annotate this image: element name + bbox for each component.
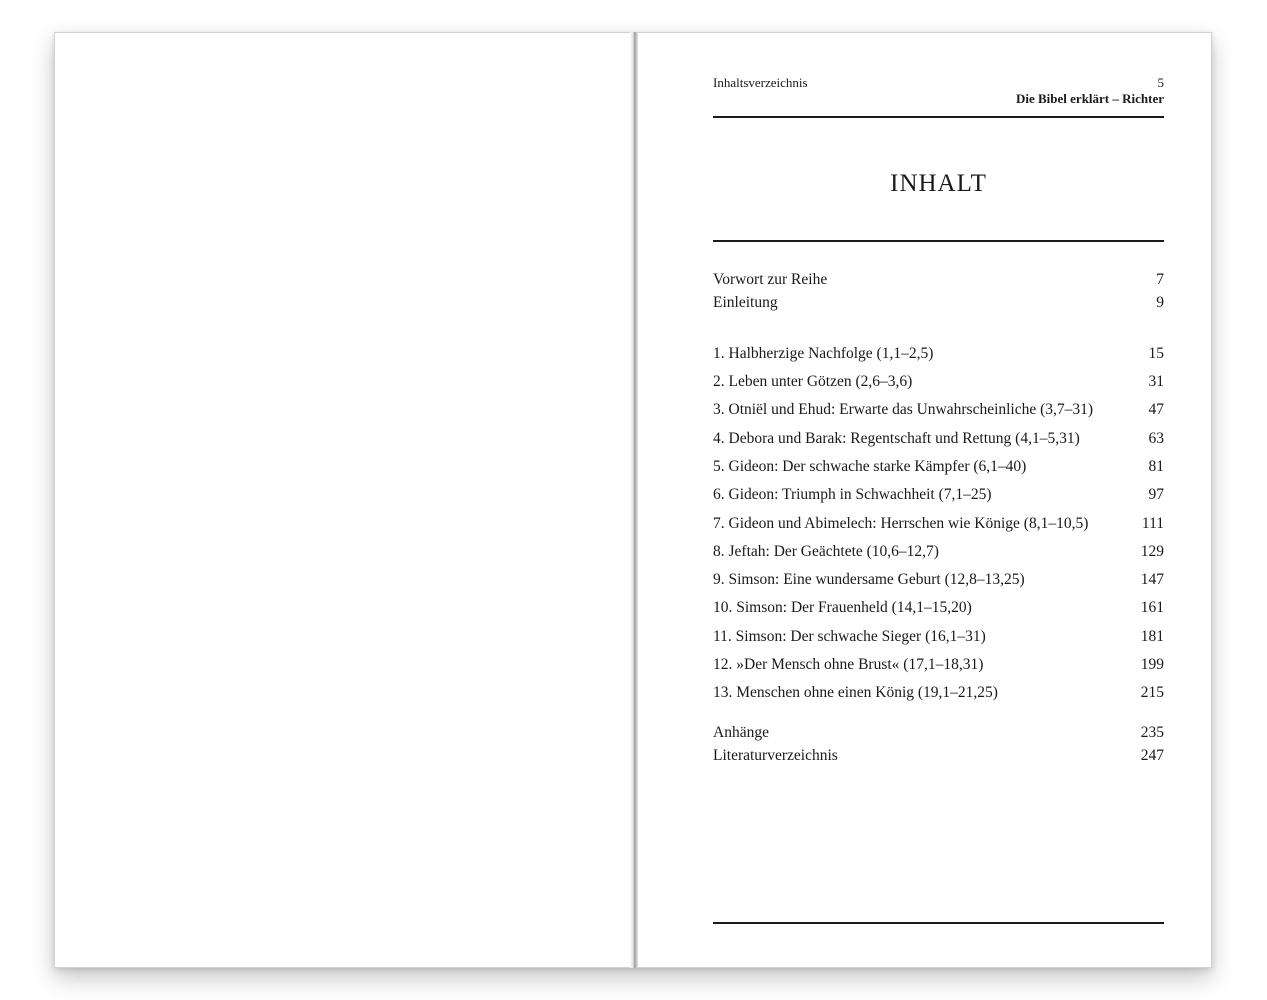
- toc-chapter-page: 15: [1148, 345, 1164, 362]
- title-rule: [713, 240, 1164, 242]
- toc-chapter-page: 199: [1140, 656, 1164, 673]
- page-number: 5: [1157, 75, 1164, 90]
- toc-entry-label: Einleitung: [713, 294, 778, 311]
- toc-chapter: [713, 569, 1164, 591]
- toc-chapter-label: 12. »Der Mensch ohne Brust« (17,1–18,31): [713, 656, 984, 673]
- toc-chapter-page: 215: [1140, 684, 1164, 701]
- right-page: [634, 32, 1212, 968]
- toc-entry-page: 247: [1140, 747, 1164, 764]
- running-head-section: Inhaltsverzeichnis: [713, 75, 808, 90]
- toc-chapter: [713, 428, 1164, 450]
- toc-chapter-label: 9. Simson: Eine wundersame Geburt (12,8–13,25): [713, 571, 1025, 588]
- header-rule: [713, 116, 1164, 118]
- toc-chapter-page: 111: [1141, 515, 1164, 532]
- book-gutter: [630, 32, 638, 968]
- toc-chapter-label: 1. Halbherzige Nachfolge (1,1–2,5): [713, 345, 934, 362]
- toc-entry-label: Literaturverzeichnis: [713, 747, 838, 764]
- toc-chapter-page: 129: [1140, 543, 1164, 560]
- toc-chapter: [713, 484, 1164, 506]
- toc-entry: [713, 722, 1164, 744]
- page-title: INHALT: [890, 170, 987, 197]
- toc-chapter: [713, 654, 1164, 676]
- toc-chapter-page: 47: [1148, 401, 1164, 418]
- toc-chapter-label: 6. Gideon: Triumph in Schwachheit (7,1–25): [713, 486, 992, 503]
- toc-entry: [713, 292, 1164, 314]
- toc-chapter-page: 97: [1148, 486, 1164, 503]
- toc-chapter: [713, 371, 1164, 393]
- running-head-book-title: Die Bibel erklärt – Richter: [1015, 91, 1164, 106]
- left-page: [54, 32, 634, 968]
- toc-chapter: [713, 513, 1164, 535]
- toc-chapter-label: 5. Gideon: Der schwache starke Kämpfer (6,1–40): [713, 458, 1027, 475]
- toc-chapter: [713, 682, 1164, 704]
- toc-chapter-label: 8. Jeftah: Der Geächtete (10,6–12,7): [713, 543, 939, 560]
- toc-entry-page: 9: [1156, 294, 1164, 311]
- toc-chapter-label: 3. Otniël und Ehud: Erwarte das Unwahrscheinliche (3,7–31): [713, 401, 1094, 418]
- toc-chapter: [713, 399, 1164, 421]
- toc-entry: [713, 269, 1164, 291]
- toc-entry-label: Anhänge: [713, 724, 769, 741]
- toc-entry-page: 7: [1156, 271, 1164, 288]
- toc-chapter-label: 11. Simson: Der schwache Sieger (16,1–31): [713, 628, 986, 645]
- toc-chapter: [713, 541, 1164, 563]
- toc-chapter-label: 10. Simson: Der Frauenheld (14,1–15,20): [713, 599, 972, 616]
- toc-chapter-label: 2. Leben unter Götzen (2,6–3,6): [713, 373, 913, 390]
- toc-chapter-label: 13. Menschen ohne einen König (19,1–21,25): [713, 684, 998, 701]
- toc-chapter: [713, 626, 1164, 648]
- toc-chapter-page: 81: [1148, 458, 1164, 475]
- toc-entry-label: Vorwort zur Reihe: [713, 271, 828, 288]
- toc-chapter: [713, 456, 1164, 478]
- toc-chapter-label: 7. Gideon und Abimelech: Herrschen wie Könige (8,1–10,5): [713, 515, 1089, 532]
- footer-rule: [713, 922, 1164, 924]
- toc-entry: [713, 745, 1164, 767]
- toc-chapter-page: 31: [1148, 373, 1164, 390]
- toc-chapter: [713, 597, 1164, 619]
- toc-chapter: [713, 343, 1164, 365]
- toc-chapter-label: 4. Debora und Barak: Regentschaft und Rettung (4,1–5,31): [713, 430, 1080, 447]
- toc-chapter-page: 147: [1140, 571, 1164, 588]
- toc-entry-page: 235: [1140, 724, 1164, 741]
- toc-chapter-page: 181: [1140, 628, 1164, 645]
- running-head: [713, 75, 1164, 115]
- page-content: [713, 33, 1164, 969]
- toc-chapter-page: 161: [1140, 599, 1164, 616]
- book-spread: [54, 32, 1212, 968]
- toc-chapter-page: 63: [1148, 430, 1164, 447]
